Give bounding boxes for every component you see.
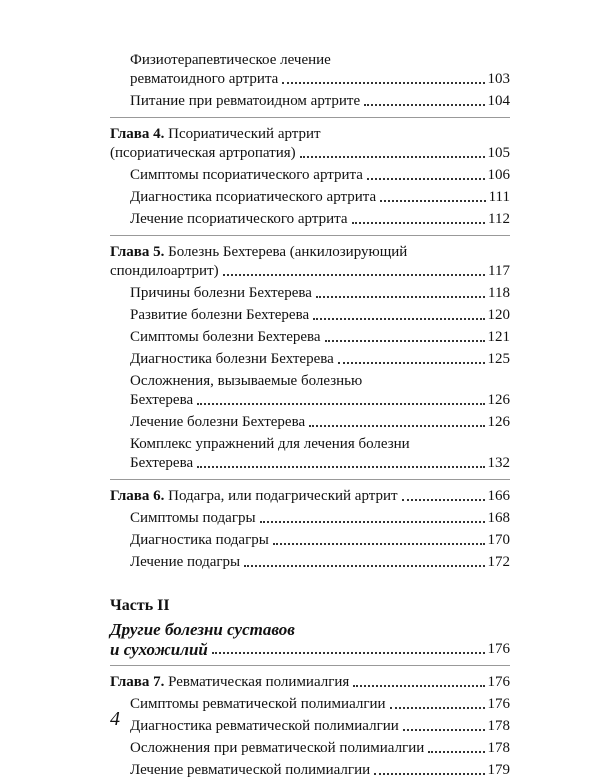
toc-page-number: 176 bbox=[487, 696, 510, 712]
toc-entry bbox=[110, 372, 510, 410]
dot-leader bbox=[380, 200, 485, 202]
chapter-title: Ревматическая полимиалгия bbox=[168, 674, 350, 690]
toc-entry bbox=[110, 51, 510, 89]
toc-page-number: 132 bbox=[487, 455, 510, 471]
toc-entry bbox=[110, 328, 510, 347]
toc-entry-label: Диагностика псориатического артрита bbox=[130, 189, 377, 205]
dot-leader bbox=[403, 729, 485, 731]
toc-entry bbox=[110, 92, 510, 111]
part-title-line2: и сухожилий bbox=[110, 640, 208, 659]
toc-entry-label: Причины болезни Бехтерева bbox=[130, 285, 312, 301]
toc-entry-line1: Физиотерапевтическое лечение bbox=[130, 52, 331, 68]
toc-page-number: 166 bbox=[487, 488, 510, 504]
toc-chapter-5 bbox=[110, 243, 510, 281]
dot-leader bbox=[353, 685, 484, 687]
toc-page-number: 104 bbox=[487, 93, 510, 109]
toc-entry-line1: Комплекс упражнений для лечения болезни bbox=[130, 436, 410, 452]
dot-leader bbox=[300, 156, 485, 158]
dot-leader bbox=[390, 707, 485, 709]
dot-leader bbox=[309, 425, 484, 427]
dot-leader bbox=[197, 403, 484, 405]
toc-entry-label: Симптомы псориатического артрита bbox=[130, 167, 363, 183]
chapter-title: (псориатическая артропатия) bbox=[110, 145, 296, 161]
toc-entry-label: Диагностика подагры bbox=[130, 532, 269, 548]
part-heading: Часть II bbox=[110, 597, 170, 614]
toc-entry bbox=[110, 350, 510, 369]
toc-entry-label: Симптомы болезни Бехтерева bbox=[130, 329, 321, 345]
toc-entry bbox=[110, 284, 510, 303]
dot-leader bbox=[364, 104, 484, 106]
toc-page-number: 112 bbox=[488, 211, 510, 227]
table-of-contents bbox=[110, 48, 510, 780]
toc-chapter-7 bbox=[110, 673, 510, 692]
toc-entry bbox=[110, 761, 510, 780]
toc-page-number: 176 bbox=[487, 674, 510, 690]
toc-chapter-4 bbox=[110, 125, 510, 163]
toc-entry bbox=[110, 553, 510, 572]
toc-page-number: 126 bbox=[487, 414, 510, 430]
dot-leader bbox=[223, 274, 485, 276]
toc-page-number: 170 bbox=[487, 532, 510, 548]
chapter-prefix: Глава 4. bbox=[110, 126, 165, 142]
toc-entry bbox=[110, 413, 510, 432]
dot-leader bbox=[374, 773, 484, 775]
toc-entry bbox=[110, 695, 510, 714]
toc-entry-label: Диагностика ревматической полимиалгии bbox=[130, 718, 399, 734]
toc-entry bbox=[110, 210, 510, 229]
toc-entry-label: Бехтерева bbox=[130, 392, 194, 408]
chapter-title-line1: Болезнь Бехтерева (анкилозирующий bbox=[168, 244, 408, 260]
dot-leader bbox=[367, 178, 485, 180]
toc-entry-line1: Осложнения, вызываемые болезнью bbox=[130, 373, 363, 389]
dot-leader bbox=[316, 296, 485, 298]
divider bbox=[110, 665, 510, 666]
divider bbox=[110, 235, 510, 236]
dot-leader bbox=[338, 362, 485, 364]
chapter-prefix: Глава 5. bbox=[110, 244, 165, 260]
toc-entry bbox=[110, 435, 510, 473]
toc-entry bbox=[110, 531, 510, 550]
toc-entry bbox=[110, 188, 510, 207]
dot-leader bbox=[197, 466, 484, 468]
chapter-title: Подагра, или подагрический артрит bbox=[168, 488, 398, 504]
toc-page-number: 117 bbox=[488, 263, 510, 279]
chapter-prefix: Глава 6. bbox=[110, 488, 165, 504]
toc-page-number: 111 bbox=[488, 189, 510, 205]
dot-leader bbox=[402, 499, 485, 501]
toc-entry-label: Лечение подагры bbox=[130, 554, 241, 570]
toc-entry bbox=[110, 306, 510, 325]
toc-page-number: 178 bbox=[487, 740, 510, 756]
chapter-title: спондилоартрит) bbox=[110, 263, 219, 279]
dot-leader bbox=[325, 340, 485, 342]
toc-page-number: 178 bbox=[487, 718, 510, 734]
toc-entry-label: Симптомы ревматической полимиалгии bbox=[130, 696, 386, 712]
toc-entry-label: Осложнения при ревматической полимиалгии bbox=[130, 740, 425, 756]
toc-entry-label: ревматоидного артрита bbox=[130, 71, 279, 87]
toc-page-number: 179 bbox=[487, 762, 510, 778]
toc-page-number: 106 bbox=[487, 167, 510, 183]
dot-leader bbox=[244, 565, 484, 567]
dot-leader bbox=[273, 543, 485, 545]
toc-entry-label: Лечение болезни Бехтерева bbox=[130, 414, 306, 430]
toc-entry-label: Развитие болезни Бехтерева bbox=[130, 307, 310, 323]
toc-page-number: 105 bbox=[487, 145, 510, 161]
toc-page-number: 103 bbox=[487, 71, 510, 87]
toc-page-number: 126 bbox=[487, 392, 510, 408]
toc-page-number: 118 bbox=[488, 285, 510, 301]
toc-entry bbox=[110, 717, 510, 736]
toc-page-number: 176 bbox=[487, 641, 510, 657]
toc-page-number: 168 bbox=[487, 510, 510, 526]
dot-leader bbox=[212, 652, 485, 654]
dot-leader bbox=[352, 222, 486, 224]
part-title bbox=[110, 620, 510, 659]
toc-entry-label: Бехтерева bbox=[130, 455, 194, 471]
toc-entry-label: Симптомы подагры bbox=[130, 510, 256, 526]
dot-leader bbox=[313, 318, 484, 320]
toc-entry-label: Питание при ревматоидном артрите bbox=[130, 93, 361, 109]
toc-entry bbox=[110, 739, 510, 758]
toc-entry-label: Лечение псориатического артрита bbox=[130, 211, 348, 227]
page-number-folio: 4 bbox=[110, 708, 120, 730]
toc-page-number: 120 bbox=[487, 307, 510, 323]
toc-page-number: 125 bbox=[487, 351, 510, 367]
toc-entry-label: Лечение ревматической полимиалгии bbox=[130, 762, 371, 778]
toc-page-number: 121 bbox=[487, 329, 510, 345]
toc-page-number: 172 bbox=[487, 554, 510, 570]
toc-entry-label: Диагностика болезни Бехтерева bbox=[130, 351, 334, 367]
dot-leader bbox=[260, 521, 485, 523]
divider bbox=[110, 117, 510, 118]
dot-leader bbox=[282, 82, 484, 84]
dot-leader bbox=[428, 751, 484, 753]
divider bbox=[110, 479, 510, 480]
chapter-prefix: Глава 7. bbox=[110, 674, 165, 690]
toc-chapter-6 bbox=[110, 487, 510, 506]
chapter-title-line1: Псориатический артрит bbox=[168, 126, 321, 142]
toc-entry bbox=[110, 509, 510, 528]
part-title-line1: Другие болезни суставов bbox=[110, 620, 295, 639]
toc-entry bbox=[110, 166, 510, 185]
